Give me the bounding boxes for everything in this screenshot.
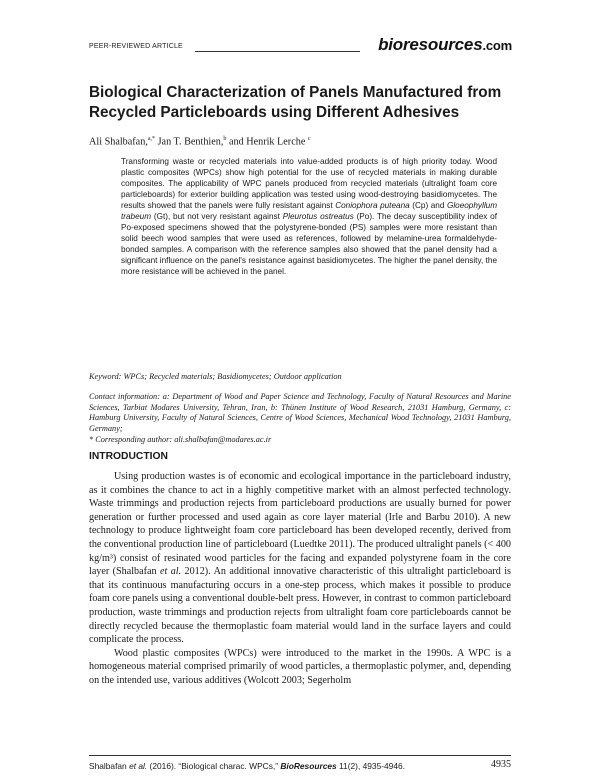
section-label: PEER-REVIEWED ARTICLE bbox=[89, 43, 183, 50]
citation-title: (2016). “Biological charac. WPCs,” bbox=[147, 761, 281, 771]
paragraph bbox=[89, 470, 511, 647]
author-3: and Henrik Lerche bbox=[226, 136, 308, 148]
affiliations: Contact information: a: Department of Wood and Paper Science and Technology, Faculty of Natural Resources and Marine Sciences, Tarbiat Modares University, Tehran, Iran, b: Thünen Institute of Wood Research, 21031 Hamburg, Germany, c: Hamburg University, Faculty of Natural Sciences, Centre of Wood Sciences, Mechanical Wood Technology, 21031 Hamburg, Germany; bbox=[89, 392, 511, 434]
citation-journal: BioResources bbox=[280, 761, 337, 771]
author-list bbox=[89, 136, 311, 147]
paragraph-text: Using production wastes is of economic and ecological importance in the particleboard industry, as it combines the chance to act in a highly competitive market with an almost perfected technology. Waste trimmings and production rejects from particleboard productions are usually burned for power generation or further processed and used again as core layer material (Irle and Barbu 2010). A new technology to produce lightweight foam core particleboard has been developed recently, derived from the conventional production line of particleboard (Luedtke 2011). The produced ultralight panels (< 400 kg/m³) consist of resinated wood particles for the facing and expanded polystyrene foam in the core layer (Shalbafan bbox=[89, 471, 511, 578]
citation-volume: 11(2), 4935-4946. bbox=[336, 761, 405, 771]
author-1: Ali Shalbafan, bbox=[89, 136, 148, 148]
introduction-body bbox=[89, 470, 511, 688]
author-1-affiliation: a,* bbox=[147, 136, 156, 142]
footer-rule bbox=[89, 755, 511, 756]
article-title: Biological Characterization of Panels Manufactured from Recycled Particleboards using Different Adhesives bbox=[89, 84, 502, 121]
journal-logo bbox=[378, 35, 512, 55]
species-name: Gloeophyllum trabeum bbox=[121, 201, 498, 222]
keywords: Keyword: WPCs; Recycled materials; Basidiomycetes; Outdoor application bbox=[89, 372, 342, 381]
species-name: Pleurotus ostreatus bbox=[282, 212, 354, 222]
paragraph-text: 2012). An additional innovative characteristic of this ultralight particleboard is that its continuous manufacturing occurs in a one-step process, which makes it possible to produce foam core panels using a conventional double-belt press. However, in contrast to common particleboard production, waste trimmings and production rejects from ultralight foam core particleboards cannot be directly recycled because the thermoplastic foam material would land in the surface layers and could complicate the process. bbox=[89, 566, 511, 646]
author-2: Jan T. Benthien, bbox=[155, 136, 224, 148]
footer-citation bbox=[89, 761, 405, 771]
contact-information bbox=[89, 392, 511, 446]
paragraph: Wood plastic composites (WPCs) were introduced to the market in the 1990s. A WPC is a homogeneous material comprised primarily of wood particles, a thermoplastic polymer, and, depending on the intended use, various additives (Wolcott 2003; Segerholm bbox=[89, 647, 511, 686]
author-2-affiliation: b bbox=[223, 136, 227, 142]
journal-logo-domain: .com bbox=[482, 38, 512, 53]
abstract-text: Transforming waste or recycled materials into value-added products is of high priority today. Wood plastic composites (WPCs) show high potential for the use of recycled materials in making durable composites. The applicability of WPC panels produced from recycled materials (ultralight foam core particleboards) for exterior building application was tested using wood-destroying basidiomycetes. The results showed that the panels were fully resistant against bbox=[121, 157, 497, 211]
section-heading: INTRODUCTION bbox=[89, 451, 168, 462]
header-rule bbox=[195, 51, 360, 52]
species-name: Coniophora puteana bbox=[335, 201, 410, 211]
abstract bbox=[121, 156, 497, 278]
citation-author: Shalbafan bbox=[89, 761, 130, 771]
citation-etal: et al. bbox=[159, 566, 182, 578]
author-3-affiliation: c bbox=[307, 136, 311, 142]
journal-logo-name: bioresources bbox=[378, 35, 483, 54]
corresponding-author: * Corresponding author: ali.shalbafan@modares.ac.ir bbox=[89, 434, 272, 444]
abstract-text: (Gt), but not very resistant against bbox=[151, 212, 283, 222]
page-number: 4935 bbox=[491, 759, 511, 770]
abstract-text: (Po). The decay susceptibility index of Po-exposed specimens showed that the polystyrene-bonded (PS) samples were more resistant than solid beech wood samples that were used as references, followed by melamine-urea formaldehyde-bonded samples. A comparison with the reference samples also showed that the panel density had a significant influence on the panel's resistance against basidiomycetes. The higher the panel density, the more resistance will be achieved in the panel. bbox=[121, 212, 498, 277]
citation-etal: et al. bbox=[129, 761, 148, 771]
abstract-text: (Cp) and bbox=[409, 201, 447, 211]
